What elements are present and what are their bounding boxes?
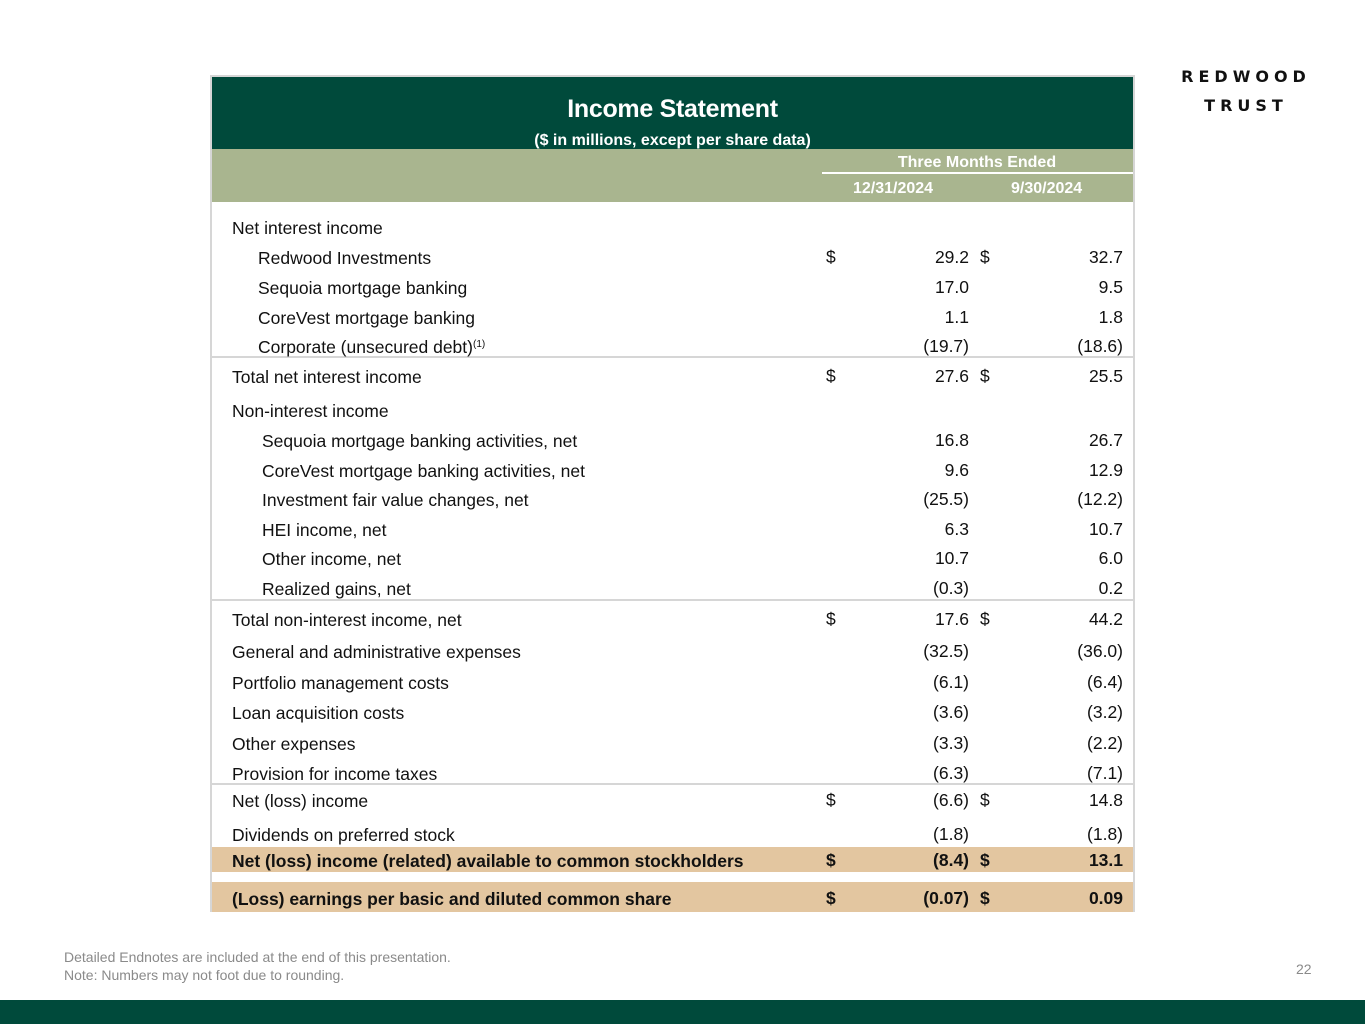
value-prior: (6.4) <box>1087 672 1123 692</box>
currency-symbol: $ <box>980 790 990 810</box>
value-current: 16.8 <box>934 430 969 450</box>
column-header-current: 12/31/2024 <box>853 180 934 197</box>
value-prior: 25.5 <box>1088 366 1123 386</box>
value-current: 9.6 <box>944 460 969 480</box>
table-subtitle: ($ in millions, except per share data) <box>534 132 811 149</box>
company-logo <box>1170 62 1322 120</box>
table-row <box>212 605 1133 633</box>
value-current: (6.1) <box>933 672 969 692</box>
row-label: Investment fair value changes, net <box>262 490 529 510</box>
currency-symbol: $ <box>826 609 836 629</box>
row-label: CoreVest mortgage banking <box>258 308 475 328</box>
value-current: (25.5) <box>923 489 969 509</box>
value-prior: (1.8) <box>1087 824 1123 844</box>
value-current: 17.6 <box>934 609 969 629</box>
value-prior: 0.2 <box>1098 578 1123 598</box>
row-label: Net (loss) income <box>232 791 369 811</box>
currency-symbol: $ <box>980 888 990 908</box>
row-label: Other expenses <box>232 734 356 754</box>
row-label: HEI income, net <box>262 520 387 540</box>
currency-symbol: $ <box>826 850 836 870</box>
row-label: Net (loss) income (related) available to common stockholders <box>232 851 744 871</box>
row-label: General and administrative expenses <box>232 642 521 662</box>
value-current: (0.3) <box>933 578 969 598</box>
currency-symbol: $ <box>980 366 990 386</box>
row-label: Dividends on preferred stock <box>232 825 455 845</box>
currency-symbol: $ <box>826 366 836 386</box>
rounding-note: Note: Numbers may not foot due to rounding. <box>64 967 345 983</box>
table-row <box>212 729 1133 757</box>
row-label: Net interest income <box>232 218 383 238</box>
table-row <box>212 456 1133 484</box>
value-current: (3.3) <box>933 733 969 753</box>
table-row <box>212 574 1133 602</box>
value-current: (6.3) <box>933 763 969 783</box>
currency-symbol: $ <box>980 247 990 267</box>
row-label: Redwood Investments <box>258 248 432 268</box>
currency-symbol: $ <box>826 888 836 908</box>
value-prior: 12.9 <box>1088 460 1123 480</box>
row-label: CoreVest mortgage banking activities, net <box>262 461 585 481</box>
row-label: Non-interest income <box>232 401 389 421</box>
footnote-marker: (1) <box>472 339 486 350</box>
footer-notes <box>64 948 451 984</box>
table-row <box>212 213 1133 241</box>
row-label: Provision for income taxes <box>232 764 438 784</box>
row-label: Sequoia mortgage banking activities, net <box>262 431 578 451</box>
table-row <box>212 759 1133 787</box>
value-prior: (7.1) <box>1087 763 1123 783</box>
table-row <box>212 668 1133 696</box>
value-current: 27.6 <box>934 366 969 386</box>
table-row <box>212 846 1133 874</box>
value-current: (0.07) <box>923 888 969 908</box>
bottom-bar <box>0 1000 1365 1024</box>
value-current: 6.3 <box>944 519 969 539</box>
income-statement-table <box>210 75 1135 912</box>
page-number: 22 <box>1296 961 1312 977</box>
value-prior: 13.1 <box>1088 850 1123 870</box>
value-current: (3.6) <box>933 702 969 722</box>
value-prior: 6.0 <box>1098 548 1123 568</box>
row-label: Total net interest income <box>232 367 422 387</box>
row-label: Realized gains, net <box>262 579 411 599</box>
row-label: Other income, net <box>262 549 402 569</box>
value-current: 17.0 <box>934 277 969 297</box>
value-current: 10.7 <box>934 548 969 568</box>
value-prior: 0.09 <box>1088 888 1123 908</box>
currency-symbol: $ <box>980 609 990 629</box>
table-row <box>212 544 1133 572</box>
table-row <box>212 332 1133 360</box>
table-row <box>212 637 1133 665</box>
value-prior: 32.7 <box>1088 247 1123 267</box>
value-prior: 10.7 <box>1088 519 1123 539</box>
table-row <box>212 396 1133 424</box>
value-current: (19.7) <box>923 336 969 356</box>
value-current: 1.1 <box>944 307 969 327</box>
currency-symbol: $ <box>826 790 836 810</box>
table-row <box>212 303 1133 331</box>
currency-symbol: $ <box>826 247 836 267</box>
value-prior: 26.7 <box>1088 430 1123 450</box>
value-prior: (3.2) <box>1087 702 1123 722</box>
row-label: Sequoia mortgage banking <box>258 278 468 298</box>
row-label: Loan acquisition costs <box>232 703 405 723</box>
table-row <box>212 243 1133 271</box>
column-header-prior: 9/30/2024 <box>1011 180 1083 197</box>
value-prior: (18.6) <box>1077 336 1123 356</box>
table-title-band <box>212 77 1133 149</box>
table-row <box>212 362 1133 390</box>
value-prior: 44.2 <box>1088 609 1123 629</box>
value-current: 29.2 <box>934 247 969 267</box>
row-label: Portfolio management costs <box>232 673 449 693</box>
value-current: (32.5) <box>923 641 969 661</box>
logo-line-1: REDWOOD <box>1181 67 1311 86</box>
value-prior: (2.2) <box>1087 733 1123 753</box>
endnotes-note: Detailed Endnotes are included at the end of this presentation. <box>64 949 451 965</box>
value-prior: 14.8 <box>1088 790 1123 810</box>
logo-line-2: TRUST <box>1204 96 1288 115</box>
currency-symbol: $ <box>980 850 990 870</box>
value-prior: 9.5 <box>1098 277 1123 297</box>
table-row <box>212 485 1133 513</box>
period-label: Three Months Ended <box>897 154 1057 171</box>
table-row <box>212 426 1133 454</box>
table-title: Income Statement <box>567 95 778 123</box>
value-current: (6.6) <box>933 790 969 810</box>
table-row <box>212 698 1133 726</box>
table-row <box>212 820 1133 848</box>
period-header <box>212 149 1133 202</box>
value-current: (1.8) <box>933 824 969 844</box>
table-row <box>212 884 1133 912</box>
period-divider <box>822 172 1133 174</box>
value-current: (8.4) <box>933 850 969 870</box>
row-label: Corporate (unsecured debt)$^{(1)}$ <box>258 337 486 357</box>
value-prior: (36.0) <box>1077 641 1123 661</box>
table-row <box>212 786 1133 814</box>
value-prior: 1.8 <box>1098 307 1123 327</box>
row-label: (Loss) earnings per basic and diluted common share <box>232 889 672 909</box>
row-label: Total non-interest income, net <box>232 610 462 630</box>
table-row <box>212 515 1133 543</box>
table-row <box>212 273 1133 301</box>
value-prior: (12.2) <box>1077 489 1123 509</box>
